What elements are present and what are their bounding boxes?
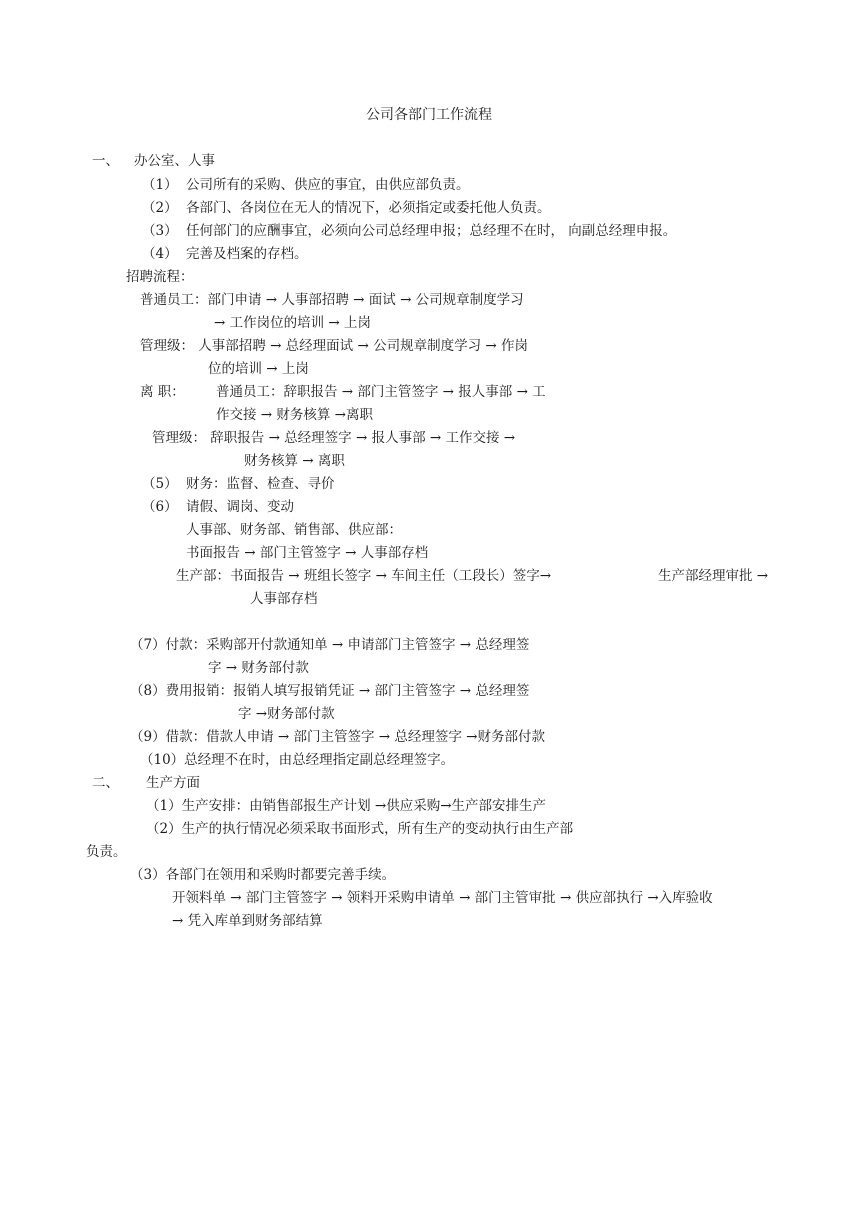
item-8-line-1: （8）费用报销：报销人填写报销凭证 → 部门主管签字 → 总经理签 [130,683,530,699]
section-2-number: 二、 [92,775,119,791]
item-7-line-1: （7）付款：采购部开付款通知单 → 申请部门主管签字 → 总经理签 [130,637,530,653]
item-4-number: （4） [142,246,178,262]
item-6-flow-production-2: 生产部经理审批 → [658,568,769,584]
item-9: （9）借款：借款人申请 → 部门主管签字 → 总经理签字 →财务部付款 [130,729,545,745]
item-1-text: 公司所有的采购、供应的事宜，由供应部负责。 [186,177,470,193]
recruit-staff-line-2: → 工作岗位的培训 → 上岗 [214,315,371,331]
item-8-line-2: 字 →财务部付款 [238,706,335,722]
item-1-number: （1） [142,177,178,193]
recruit-manager-line-2: 位的培训 → 上岗 [208,361,309,377]
production-item-3: （3）各部门在领用和采购时都要完善手续。 [130,867,396,883]
item-5-number: （5） [142,476,178,492]
item-6-number: （6） [142,499,178,515]
section-2-heading: 生产方面 [146,775,200,791]
production-item-3-flow-2: → 凭入库单到财务部结算 [172,913,323,929]
production-item-2-line-2: 负责。 [86,844,127,860]
item-6-flow-production-3: 人事部存档 [250,591,318,607]
quit-staff-line-1: 普通员工：辞职报告 → 部门主管签字 → 报人事部 → 工 [216,384,546,400]
item-6-flow-production-1: 生产部：书面报告 → 班组长签字 → 车间主任（工段长）签字→ [176,568,552,584]
quit-manager-line-1: 管理级： 辞职报告 → 总经理签字 → 报人事部 → 工作交接 → [152,430,516,446]
item-4-text: 完善及档案的存档。 [186,246,308,262]
quit-label: 离 职： [140,384,185,400]
item-6-departments: 人事部、财务部、销售部、供应部： [186,522,402,538]
item-7-line-2: 字 → 财务部付款 [208,660,309,676]
item-6-flow-general: 书面报告 → 部门主管签字 → 人事部存档 [186,545,429,561]
section-1-heading: 办公室、人事 [134,153,215,169]
item-3-text: 任何部门的应酬事宜，必须向公司总经理申报；总经理不在时， 向副总经理申报。 [186,223,677,239]
item-3-number: （3） [142,223,178,239]
section-1-number: 一、 [92,153,119,169]
production-item-3-flow-1: 开领料单 → 部门主管签字 → 领料开采购申请单 → 部门主管审批 → 供应部执行 →入库验收 [172,890,713,906]
item-2-text: 各部门、各岗位在无人的情况下，必须指定或委托他人负责。 [186,200,551,216]
quit-manager-line-2: 财务核算 → 离职 [244,453,345,469]
quit-staff-line-2: 作交接 → 财务核算 →离职 [216,407,373,423]
recruit-manager-line-1: 管理级： 人事部招聘 → 总经理面试 → 公司规章制度学习 → 作岗 [140,338,528,354]
item-10: （10）总经理不在时，由总经理指定副总经理签字。 [140,752,455,768]
document-title: 公司各部门工作流程 [366,107,492,123]
item-6-text: 请假、调岗、变动 [186,499,294,515]
item-2-number: （2） [142,200,178,216]
production-item-2-line-1: （2）生产的执行情况必须采取书面形式，所有生产的变动执行由生产部 [146,821,574,837]
item-5-text: 财务：监督、检查、寻价 [186,476,335,492]
recruit-staff-line-1: 普通员工：部门申请 → 人事部招聘 → 面试 → 公司规章制度学习 [140,292,524,308]
production-item-1: （1）生产安排：由销售部报生产计划 →供应采购→生产部安排生产 [146,798,547,814]
recruit-title: 招聘流程： [126,269,194,285]
